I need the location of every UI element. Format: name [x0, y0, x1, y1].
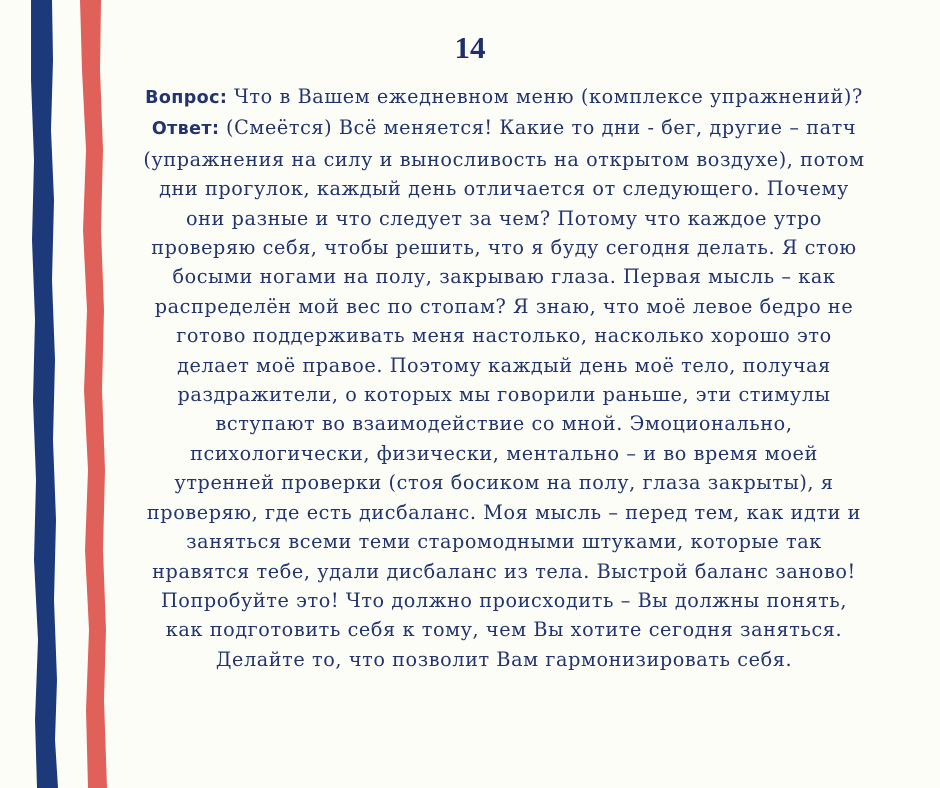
answer-label: Ответ: [151, 119, 220, 140]
page-number: 14 [454, 30, 486, 65]
question-text: Что в Вашем ежедневном меню (комплексе упражнений)? [227, 85, 863, 108]
answer-paragraph [140, 113, 868, 674]
decorative-stripes [0, 0, 140, 788]
blue-stripe [31, 0, 58, 788]
answer-text: (Смеётся) Всё меняется! Какие то дни - бег, другие – патч (упражнения на силу и выносливость на открытом воздухе), потом дни прогулок, каждый день отличается от следующего. Почему они разные и что следует за чем? Потому что каждое утро проверяю себя, чтобы решить, что я буду сегодня делать. Я стою босыми ногами на полу, закрываю глаза. Первая мысль – как распределён мой вес по стопам? Я знаю, что моё левое бедро не готово поддерживать меня настолько, насколько хорошо это делает моё правое. Поэтому каждый день моё тело, получая раздражители, о которых мы говорили раньше, эти стимулы вступают во взаимодействие со мной. Эмоционально, психологически, физически, ментально – и во время моей утренней проверки (стоя босиком на полу, глаза закрыты), я проверяю, где есть дисбаланс. Моя мысль – перед тем, как идти и заняться всеми теми старомодными штуками, которые так нравятся тебе, удали дисбаланс из тела. Выстрой баланс заново! Попробуйте это! Что должно происходить – Вы должны понять, как подготовить себя к тому, чем Вы хотите сегодня заняться. Делайте то, что позволит Вам гармонизировать себя. [143, 116, 865, 671]
question-label: Вопрос: [145, 88, 228, 108]
red-stripe [80, 0, 107, 788]
interview-text [140, 82, 868, 674]
question-paragraph [140, 82, 868, 113]
